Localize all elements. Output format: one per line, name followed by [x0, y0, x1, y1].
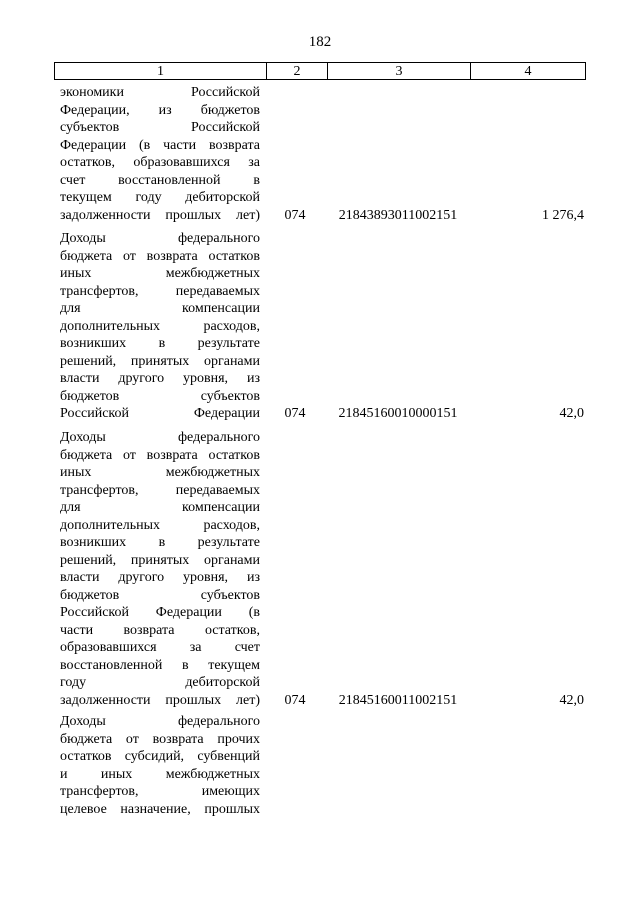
description-line: бюджета от возврата остатков: [60, 248, 260, 264]
description-line: экономики Российской: [60, 85, 260, 100]
description-line: трансфертов, передаваемых: [60, 283, 260, 299]
row-amount: 42,0: [559, 406, 584, 421]
description-line: решений, принятых органами: [60, 353, 260, 369]
description-line: дополнительных расходов,: [60, 517, 260, 533]
header-col-1: 1: [55, 63, 267, 79]
description-line: и иных межбюджетных: [60, 766, 260, 782]
row-kbk-code: 21845160011002151: [338, 692, 458, 708]
row-kbk-code: 21843893011002151: [338, 207, 458, 223]
row-amount: 42,0: [559, 692, 584, 708]
description-line: бюджета от возврата остатков: [60, 447, 260, 463]
description-line: счет восстановленной в: [60, 172, 260, 188]
description-line: Российской Федерации: [60, 406, 260, 421]
description-line: Федерации, из бюджетов: [60, 102, 260, 118]
row-admin-code: 074: [284, 692, 306, 708]
description-line: Российской Федерации (в: [60, 605, 260, 620]
row-description: [60, 230, 260, 423]
description-line: возникших в результате: [60, 336, 260, 351]
row-amount: 1 276,4: [542, 207, 584, 223]
description-line: субъектов Российской: [60, 120, 260, 135]
page-number: 182: [308, 34, 332, 50]
description-line: задолженности прошлых лет): [60, 692, 260, 708]
description-line: для компенсации: [60, 301, 260, 316]
description-line: году дебиторской: [60, 675, 260, 690]
row-kbk-code: 21845160010000151: [338, 406, 458, 421]
description-line: трансфертов, передаваемых: [60, 482, 260, 498]
description-line: Доходы федерального: [60, 714, 260, 729]
description-line: целевое назначение, прошлых: [60, 801, 260, 817]
header-col-2: 2: [267, 63, 328, 79]
description-line: части возврата остатков,: [60, 622, 260, 638]
header-col-4: 4: [524, 64, 532, 79]
description-line: текущем году дебиторской: [60, 190, 260, 205]
description-line: Доходы федерального: [60, 430, 260, 445]
header-col-3: 3: [328, 63, 471, 79]
row-description: [60, 713, 260, 818]
table-header-row: [54, 62, 586, 80]
description-line: остатков, образовавшихся за: [60, 155, 260, 170]
description-line: Федерации (в части возврата: [60, 137, 260, 153]
description-line: бюджета от возврата прочих: [60, 731, 260, 747]
description-line: возникших в результате: [60, 535, 260, 550]
row-admin-code: 074: [284, 406, 306, 421]
description-line: иных межбюджетных: [60, 266, 260, 281]
description-line: дополнительных расходов,: [60, 318, 260, 334]
description-line: задолженности прошлых лет): [60, 207, 260, 223]
description-line: образовавшихся за счет: [60, 640, 260, 655]
description-line: бюджетов субъектов: [60, 587, 260, 603]
row-description: [60, 84, 260, 224]
description-line: власти другого уровня, из: [60, 570, 260, 585]
description-line: иных межбюджетных: [60, 465, 260, 480]
description-line: власти другого уровня, из: [60, 371, 260, 386]
description-line: бюджетов субъектов: [60, 388, 260, 404]
description-line: остатков субсидий, субвенций: [60, 749, 260, 764]
description-line: решений, принятых органами: [60, 552, 260, 568]
description-line: для компенсации: [60, 500, 260, 515]
row-description: [60, 429, 260, 709]
row-admin-code: 074: [284, 207, 306, 223]
description-line: восстановленной в текущем: [60, 657, 260, 673]
description-line: Доходы федерального: [60, 231, 260, 246]
description-line: трансфертов, имеющих: [60, 784, 260, 799]
